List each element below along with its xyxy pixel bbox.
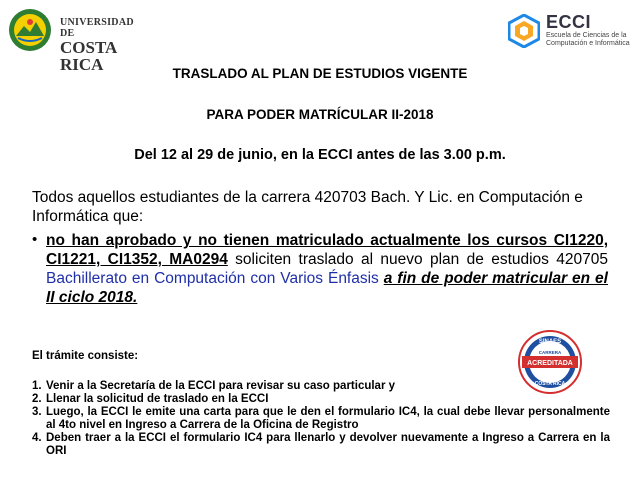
ucr-name-line2: COSTA RICA (60, 38, 117, 74)
intro-paragraph: Todos aquellos estudiantes de la carrera 420703 Bach. Y Lic. en Computación e Informática que: (32, 189, 583, 225)
bullet-condition: no han aprobado y no tienen matriculado actualmente los cursos CI1220, CI1221, CI1352, MA0294 (46, 232, 608, 268)
bullet-program: Bachillerato en Computación con Varios Énfasis (46, 270, 379, 287)
ucr-name-line1: UNIVERSIDAD DE (60, 17, 134, 39)
sinaes-accreditation-badge-icon (518, 330, 582, 394)
ecci-logo (508, 12, 636, 50)
sub-title: PARA PODER MATRÍCULAR II-2018 (206, 107, 434, 122)
procedure-step: 2. Llenar la solicitud de traslado en la ECCI (32, 393, 269, 405)
procedure-step: 3. Luego, la ECCI le emite una carta para que le den el formulario IC4, la cual debe llevar personalmente al 4to nivel en Ingreso a Carrera de la Oficina de Registro (32, 406, 610, 431)
ecci-name: ECCI (546, 12, 592, 32)
ucr-seal-icon (8, 8, 52, 52)
bullet-request: soliciten traslado al nuevo plan de estudios 420705 (227, 251, 608, 268)
badge-sub-text: CARRERA (538, 350, 562, 355)
ecci-hexagon-icon (508, 14, 540, 48)
bullet-text (46, 231, 608, 307)
main-title: TRASLADO AL PLAN DE ESTUDIOS VIGENTE (172, 66, 468, 81)
bullet-dot-icon: • (32, 231, 38, 248)
ucr-logo (8, 8, 148, 74)
badge-middle-text: ACREDITADA (527, 360, 573, 367)
procedure-step: 4. Deben traer a la ECCI el formulario IC4 para llenarlo y devolver nuevamente a Ingreso a Carrera en la ORI (32, 432, 610, 457)
badge-bottom-text: COSTA RICA (534, 381, 566, 387)
ecci-subtitle: Escuela de Ciencias de la Computación e Informática (546, 32, 630, 47)
badge-top-text: SINAES (538, 339, 562, 345)
procedure-title: El trámite consiste: (32, 350, 139, 362)
date-line: Del 12 al 29 de junio, en la ECCI antes de las 3.00 p.m. (134, 147, 506, 163)
procedure-step: 1. Venir a la Secretaría de la ECCI para revisar su caso particular y (32, 380, 396, 392)
bullet-purpose: a fin de poder matricular en el II ciclo 2018. (46, 270, 608, 306)
